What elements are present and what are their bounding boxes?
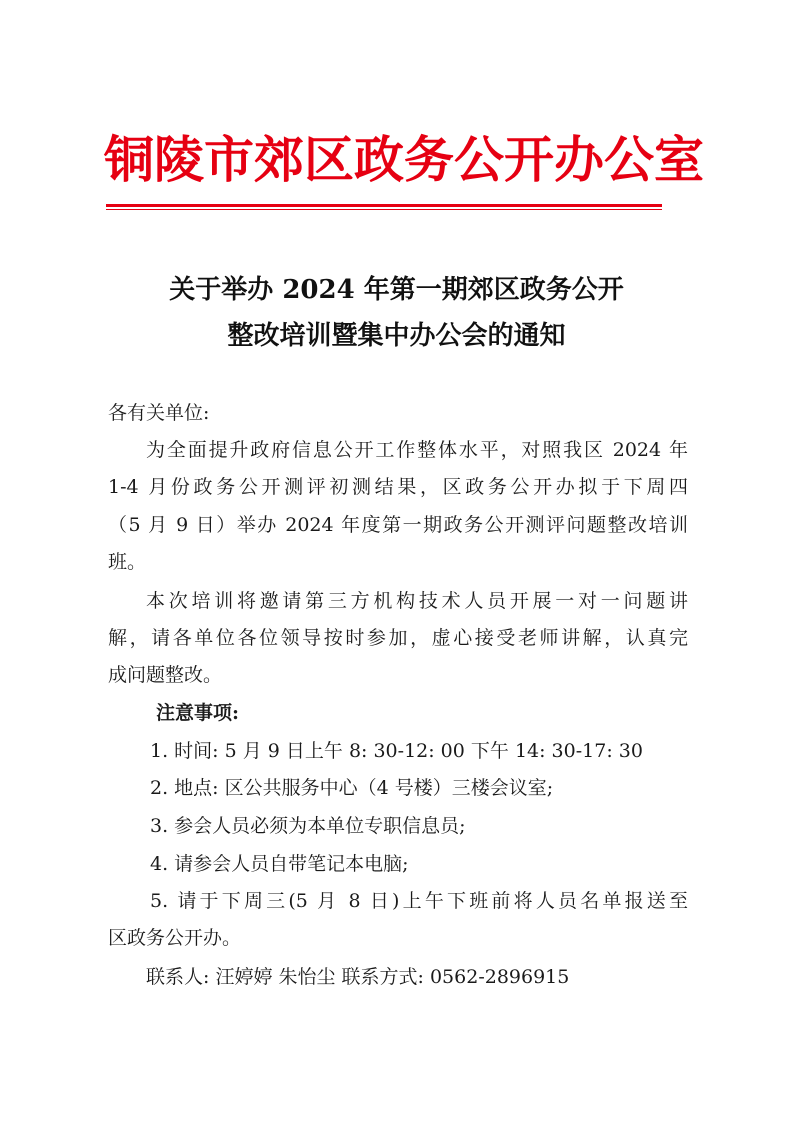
document-title-line-2: 整改培训暨集中办公会的通知: [227, 321, 566, 351]
letterhead-char: 开: [504, 130, 554, 189]
note-item-2: 2. 地点: 区公共服务中心（4 号楼）三楼会议室;: [150, 777, 554, 799]
paragraph-1-line-2: 1-4 月份政务公开测评初测结果，区政务公开办拟于下周四: [108, 476, 688, 498]
paragraph-1-line-3: （5 月 9 日）举办 2024 年度第一期政务公开测评问题整改培训: [108, 514, 688, 536]
letterhead: [104, 124, 704, 196]
letterhead-rule-thick: [106, 204, 662, 207]
letterhead-char: 铜: [104, 130, 154, 189]
note-item-1: 1. 时间: 5 月 9 日上午 8: 30-12: 00 下午 14: 30-17: 30: [150, 740, 643, 762]
paragraph-1-line-4: 班。: [108, 551, 147, 573]
letterhead-char: 办: [554, 130, 604, 189]
paragraph-2-line-2: 解，请各单位各位领导按时参加，虚心接受老师讲解，认真完: [108, 627, 688, 649]
contact-line: 联系人: 汪婷婷 朱怡尘 联系方式: 0562-2896915: [146, 966, 570, 988]
letterhead-char: 政: [354, 130, 404, 189]
salutation: 各有关单位:: [108, 402, 210, 424]
note-item-4: 4. 请参会人员自带笔记本电脑;: [150, 853, 409, 875]
note-item-5-line-1: 5. 请于下周三(5 月 8 日)上午下班前将人员名单报送至: [150, 890, 688, 912]
letterhead-char: 室: [654, 130, 704, 189]
letterhead-rule-thin: [106, 209, 662, 210]
letterhead-char: 务: [404, 130, 454, 189]
letterhead-char: 公: [604, 130, 654, 189]
letterhead-char: 公: [454, 130, 504, 189]
letterhead-char: 区: [304, 130, 354, 189]
note-item-5-line-2: 区政务公开办。: [108, 927, 242, 949]
paragraph-2-line-3: 成问题整改。: [108, 664, 223, 686]
letterhead-char: 市: [204, 130, 254, 189]
letterhead-char: 郊: [254, 130, 304, 189]
paragraph-2-line-1: 本次培训将邀请第三方机构技术人员开展一对一问题讲: [146, 590, 688, 612]
paragraph-1-line-1: 为全面提升政府信息公开工作整体水平，对照我区 2024 年: [146, 439, 688, 461]
document-title-line-1: 关于举办 2024 年第一期郊区政务公开: [169, 275, 624, 305]
note-item-3: 3. 参会人员必须为本单位专职信息员;: [150, 815, 466, 837]
notes-heading: 注意事项:: [156, 702, 240, 724]
letterhead-char: 陵: [154, 130, 204, 189]
